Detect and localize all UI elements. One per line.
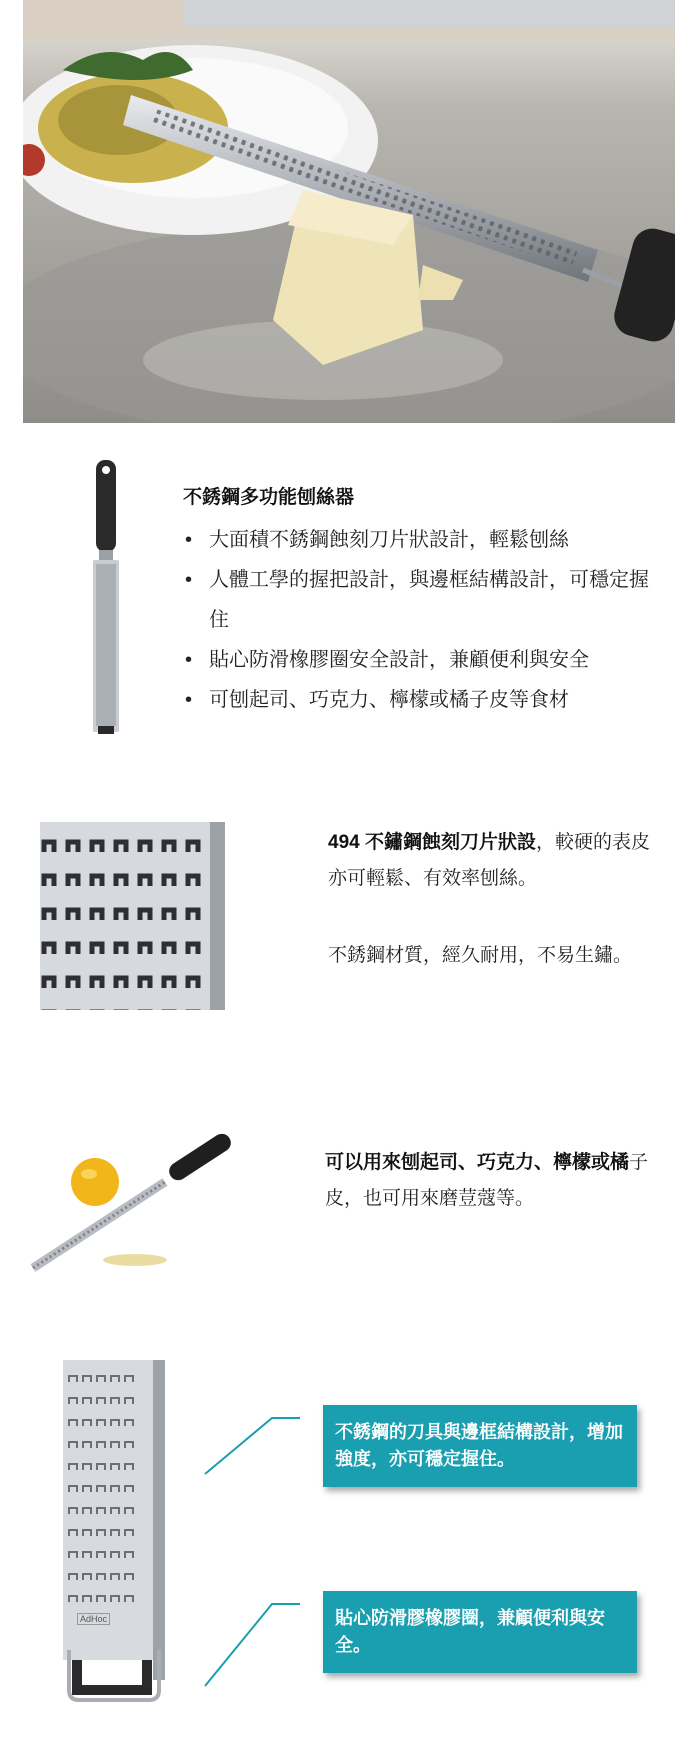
grater-closeup-image: [55, 1360, 175, 1706]
blade-material: 不銹鋼材質，經久耐用，不易生鏽。: [328, 945, 633, 966]
features-list: [183, 520, 663, 720]
feature-item: • 可刨起司、巧克力、檸檬或橘子皮等食材: [183, 680, 663, 720]
blade-closeup-image: [40, 822, 225, 1010]
brand-logo: AdHoc: [77, 1613, 110, 1625]
feature-item: • 貼心防滑橡膠圈安全設計，兼顧便利與安全: [183, 640, 663, 680]
callout-connectors: [200, 1410, 320, 1690]
blade-highlight: 494 不鏽鋼蝕刻刀片狀設: [328, 832, 536, 853]
grater-product-image: [86, 458, 126, 718]
features-title: 不銹鋼多功能刨絲器: [183, 487, 355, 508]
usage-highlight: 可以用來刨起司、巧克力、檸檬或橘: [325, 1152, 630, 1173]
callout-grip: 貼心防滑膠橡膠圈，兼顧便利與安全。: [323, 1591, 637, 1673]
blade-text: ，較硬的表皮亦可輕鬆、有效率刨絲。: [328, 832, 650, 889]
usage-description: [325, 1145, 670, 1217]
callout-frame: 不銹鋼的刀具與邊框結構設計，增加強度，亦可穩定握住。: [323, 1405, 637, 1487]
hero-illustration: [23, 0, 675, 423]
feature-item: • 大面積不銹鋼蝕刻刀片狀設計，輕鬆刨絲: [183, 520, 663, 560]
blade-description: [328, 825, 668, 897]
lemon-grating-image: [25, 1110, 245, 1285]
usage-text: 子皮，也可用來磨荳蔻等。: [325, 1152, 649, 1209]
hero-photo: [23, 0, 675, 423]
feature-item: • 人體工學的握把設計，與邊框結構設計，可穩定握住: [183, 560, 649, 640]
